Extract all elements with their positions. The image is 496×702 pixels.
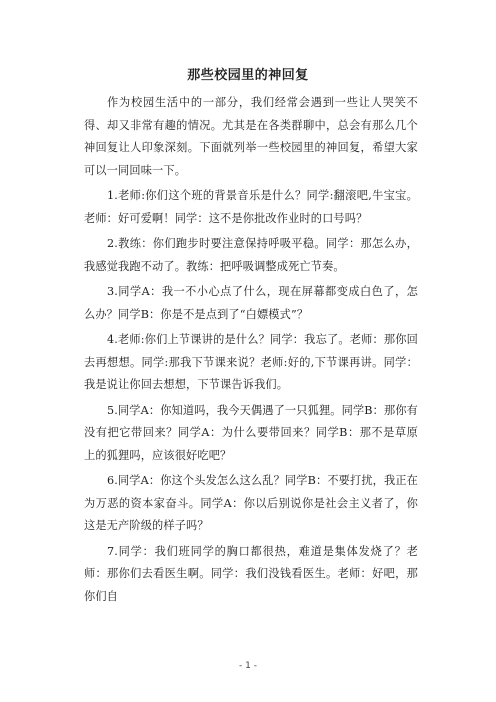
paragraph-item-6: 6.同学A：你这个头发怎么这么乱？同学B：不要打扰，我正在为万恶的资本家奋斗。同学A：你以后别说你是社会主义者了，你这是无产阶级的样子吗？ [84, 474, 419, 532]
document-body [84, 92, 418, 611]
paragraph-item-5: 5.同学A：你知道吗，我今天偶遇了一只狐狸。同学B：那你有没有把它带回来？同学A：为什么要带回来？同学B：那不是草原上的狐狸吗，应该很好吃吧？ [84, 403, 419, 462]
paragraph-item-1: 1.老师:你们这个班的背景音乐是什么？同学:翻滚吧,牛宝宝。老师：好可爱啊！同学：这不是你批改作业时的口号吗？ [84, 189, 418, 225]
paragraph-item-2: 2.教练：你们跑步时要注意保持呼吸平稳。同学：那怎么办，我感觉我跑不动了。教练：把呼吸调整成死亡节奏。 [84, 237, 418, 273]
paragraph-item-3: 3.同学A：我一不小心点了什么，现在屏幕都变成白色了，怎么办？同学B：你是不是点到了“白嫖模式”？ [84, 285, 418, 321]
intro-paragraph: 作为校园生活中的一部分，我们经常会遇到一些让人哭笑不得、却又非常有趣的情况。尤其是在各类群聊中，总会有那么几个神回复让人印象深刻。下面就列举一些校园里的神回复，希望大家可以一同回味一下。 [84, 96, 418, 177]
document-title: 那些校园里的神回复 [187, 68, 309, 83]
paragraph-item-4: 4.老师:你们上节课讲的是什么？同学：我忘了。老师：那你回去再想想。同学:那我下节课来说？老师:好的,下节课再讲。同学：我是说让你回去想想，下节课告诉我们。 [84, 333, 418, 391]
page-number: - 1 - [239, 661, 257, 671]
paragraph-item-7: 7.同学：我们班同学的胸口都很热，难道是集体发烧了？老师：那你们去看医生啊。同学：我们没钱看医生。老师：好吧，那你们自 [84, 544, 418, 603]
